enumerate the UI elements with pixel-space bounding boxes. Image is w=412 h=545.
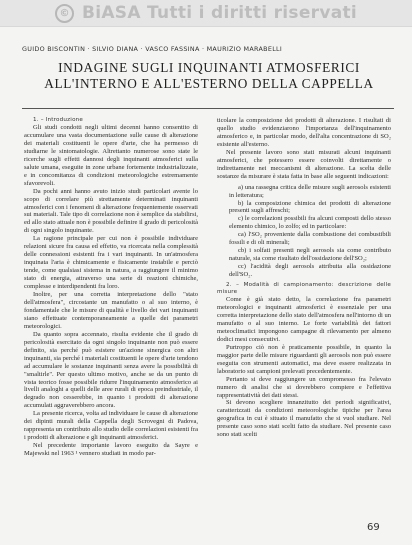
title-rule [22, 108, 394, 109]
right-column [217, 117, 391, 439]
authors-line: GUIDO BISCONTIN · SILVIO DIANA · VASCO FASSINA · MAURIZIO MARABELLI [22, 45, 283, 53]
watermark-banner [0, 0, 412, 27]
paragraph: Inoltre, per una corretta interpretazione dello "stato dell'atmosfera", circostante un manufatto o al suo interno, è fondamentale che le misure di qualità e livello dei vari inquinanti siano effettuate contemporaneamente a quelle dei parametri meteorologici. [24, 291, 198, 330]
paragraph: Come è già stato detto, la correlazione fra parametri meteorologici e inquinanti atmosferici è essenziale per una corretta interpretazione dello stato dell'atmosfera nell'intorno di un manufatto o al suo interno. Le forte variabilità dei fattori meteoclimatici impongono campagne di rilevamento per almeno dodici mesi consecutivi. [217, 296, 391, 343]
paragraph: La presente ricerca, volta ad individuare le cause di alterazione dei dipinti murali della Cappella degli Scrovegni di Padova, rappresenta un contributo allo studio delle correlazioni esistenti fra i prodotti di alterazione e gli inquinanti atmosferici. [24, 410, 198, 442]
paragraph: Gli studi condotti negli ultimi decenni hanno consentito di accumulare una vasta documentazione sulle cause di alterazione dei materiali costituenti le opere d'arte, che ha permesso di studiarne le sintomatologie. Altrettanto numerose sono state le ricerche sugli effetti dannosi degli inquinanti atmosferici sulla salute umana, eseguite in zone urbane fortemente industrializzate, e in concomitanza di condizioni meteorologiche estremamente sfavorevoli. [24, 124, 198, 187]
watermark-text: BiASA Tutti i diritti riservati [81, 3, 358, 23]
list-item: a) una rassegna critica delle misure sugli aerosols esistenti in letteratura; [229, 183, 391, 199]
section-heading-sampling: 2. – Modalità di campionamento: descrizione delle misure [217, 282, 391, 296]
left-column [24, 117, 198, 458]
list-item: cc) l'acidità degli aerosols attribuita alla ossidazione dell'SO₂. [229, 263, 391, 279]
list-item: c) le correlazioni possibili fra alcuni composti dello stesso elemento chimico, lo zolfo; ed in particolare: [229, 215, 391, 231]
list-item: b) la composizione chimica dei prodotti di alterazione presenti sugli affreschi; [229, 199, 391, 215]
paragraph: Purtroppo ciò non è praticamente possibile, in quanto la maggior parte delle misure riguardanti gli aerosols non può essere eseguita con strumenti automatici, ma deve essere realizzata in laboratorio sui campioni prelevati precedentemente. [217, 343, 391, 375]
paragraph: La ragione principale per cui non è possibile individuare relazioni sicure fra causa ed effetto, va ricercata nella complessità delle connessioni esistenti fra i vari inquinanti. In un'atmosfera inquinata l'aria è chimicamente e fisicamente instabile e perciò tende, come qualsiasi sistema in natura, a raggiungere il minimo stato di energia, attraverso una serie di reazioni chimiche, complesse e interdipendenti fra loro. [24, 235, 198, 291]
list-item: ca) l'SO₂ proveniente dalla combustione dei combustibili fossili e di oli minerali; [229, 231, 391, 247]
paragraph: Pertanto si deve raggiungere un compromesso fra l'elevato numero di analisi che si dovrebbero compiere e l'effettiva rappresentatività dei dati stessi. [217, 375, 391, 399]
copyright-icon: © [55, 4, 74, 23]
paragraph: Nel presente lavoro sono stati misurati alcuni inquinanti atmosferici, che potessero essere coinvolti direttamente o indirettamente nei meccanismi di alterazione. La scelta delle sostanze da misurare è stata fatta in base alle seguenti indicazioni: [217, 148, 391, 180]
paragraph: ticolare la composizione dei prodotti di alterazione. I risultati di quello studio evidenziarono l'importanza dell'inquinamento atmosferico e, in particolar modo, dell'alta concentrazione di SO₂ esistente all'esterno. [217, 117, 391, 148]
paragraph: Nel precedente importante lavoro eseguito da Sayre e Majewski nel 1963 ¹ vennero studiati in modo par- [24, 442, 198, 458]
page-number: 69 [367, 522, 380, 533]
section-heading-introduction: 1. – Introduzione [33, 117, 84, 123]
list-item: cb) i solfati presenti negli aerosols sia come contributo naturale, sia come risultato dell'ossidazione dell'SO₂; [229, 247, 391, 263]
paragraph: Si devono scegliere innanzitutto dei periodi significativi, caratterizzati da condizioni meteorologiche tipiche per l'area geografica in cui è situato il manufatto che si vuol studiare. Nel presente caso sono stati scelti fatto da studiare. Nel presente caso sono stati scelti [217, 399, 391, 439]
paragraph: Da pochi anni hanno avuto inizio studi particolari avente lo scopo di correlare più strettamente determinati inquinanti atmosferici con i fenomeni di alterazione frequentemente osservati sui materiali. Tale tipo di correlazione non è semplice da stabilirsi, ed allo stato attuale non è possibile definire il grado di pericolosità di ogni singolo inquinante. [24, 187, 198, 235]
paragraph: Da quanto sopra accennato, risulta evidente che il grado di pericolosità esercitato da ogni singolo inquinante non può essere definito, sia perché può esistere un'azione sinergica con altri inquinanti, sia perché i materiali costituenti le opere d'arte tendono ad accumulare le sostanze inquinanti senza avere la possibilità di "smaltirle". Per questo ultimo motivo, anche se da un punto di vista teorico fosse possibile ridurre l'inquinamento atmosferico ai livelli analoghi a quelli delle aree rurali di epoca preindustriale, il degrado non cesserebbe, in quanto i prodotti di alterazione accumulati aggraverebbero ancora. [24, 330, 198, 410]
article-title: INDAGINE SUGLI INQUINANTI ATMOSFERICI ALL'INTERNO E ALL'ESTERNO DELLA CAPPELLA [44, 60, 374, 91]
